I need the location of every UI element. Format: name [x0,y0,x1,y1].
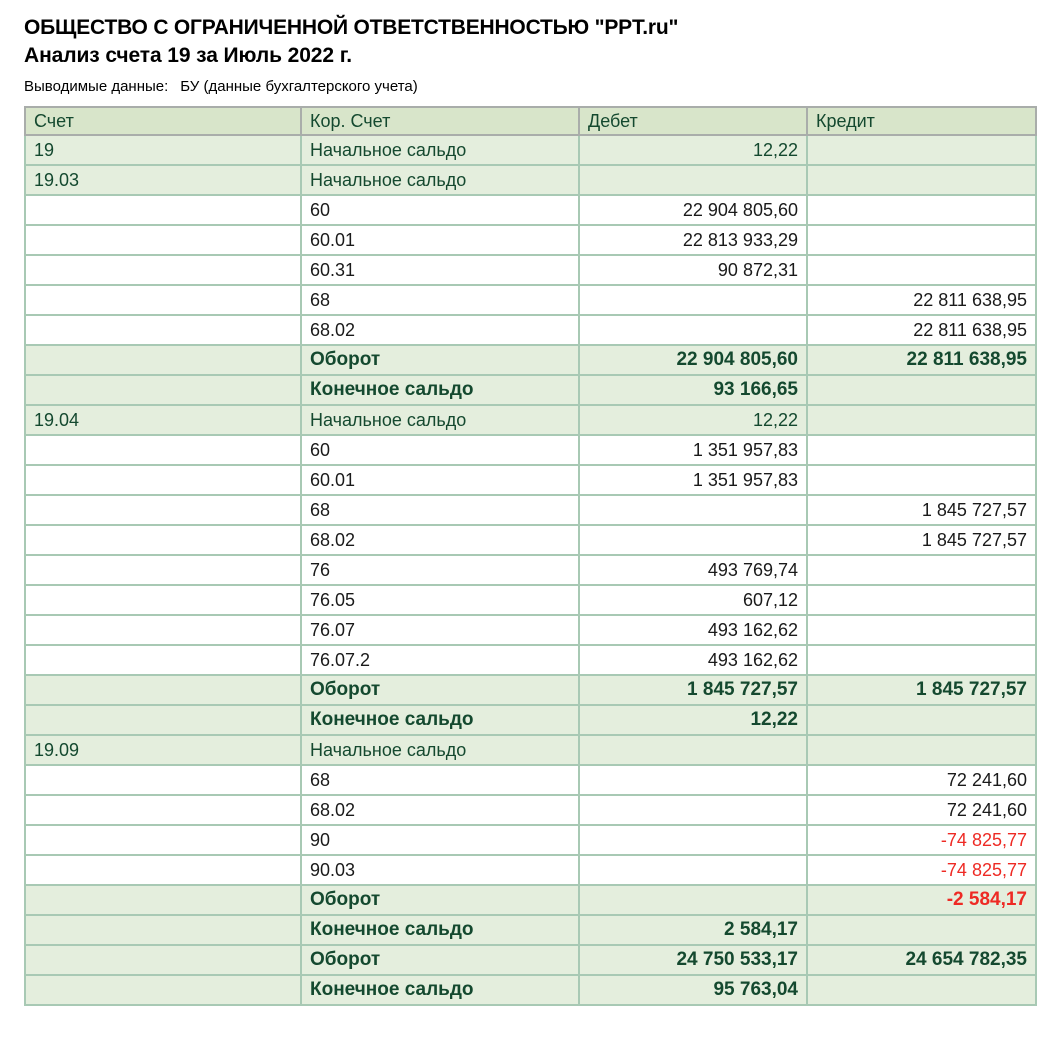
cell-acc [24,196,302,226]
table-row [24,466,1037,496]
table-row [24,616,1037,646]
cell-cor: 68 [302,286,580,316]
cell-acc [24,286,302,316]
cell-deb: 22 904 805,60 [580,346,808,376]
table-row [24,946,1037,976]
table-body [24,136,1037,1006]
cell-cre: 1 845 727,57 [808,496,1037,526]
cell-deb [580,766,808,796]
cell-cre: -2 584,17 [808,886,1037,916]
output-data-value: БУ (данные бухгалтерского учета) [180,78,418,95]
cell-cor: 68.02 [302,796,580,826]
table-row [24,526,1037,556]
table-row [24,406,1037,436]
cell-cor: 76 [302,556,580,586]
cell-cor: Начальное сальдо [302,136,580,166]
cell-acc [24,976,302,1006]
output-data-row [24,76,1061,98]
table-row [24,226,1037,256]
cell-deb [580,796,808,826]
cell-cor: Оборот [302,346,580,376]
cell-cor: Оборот [302,946,580,976]
table-row [24,916,1037,946]
cell-acc [24,646,302,676]
cell-cor: 76.07 [302,616,580,646]
cell-acc [24,886,302,916]
cell-cor: Конечное сальдо [302,706,580,736]
table-row [24,826,1037,856]
cell-cre: -74 825,77 [808,856,1037,886]
cell-acc [24,316,302,346]
cell-acc: 19 [24,136,302,166]
cell-cre [808,256,1037,286]
title-block [24,14,1061,70]
cell-deb: 12,22 [580,406,808,436]
cell-acc [24,526,302,556]
cell-cre: 72 241,60 [808,796,1037,826]
cell-acc [24,706,302,736]
cell-acc [24,376,302,406]
cell-acc: 19.03 [24,166,302,196]
cell-cre: 72 241,60 [808,766,1037,796]
cell-cre [808,406,1037,436]
cell-acc [24,856,302,886]
cell-cor: 90 [302,826,580,856]
cell-cre [808,436,1037,466]
cell-cor: 68 [302,766,580,796]
account-analysis-table [24,106,1037,1006]
cell-cor: 60 [302,196,580,226]
cell-cre [808,466,1037,496]
cell-deb: 22 904 805,60 [580,196,808,226]
cell-cre: 22 811 638,95 [808,286,1037,316]
cell-cre [808,706,1037,736]
table-row [24,286,1037,316]
table-row [24,736,1037,766]
cell-acc [24,796,302,826]
cell-deb: 1 351 957,83 [580,466,808,496]
cell-deb [580,166,808,196]
cell-cre [808,586,1037,616]
table-row [24,706,1037,736]
cell-deb: 12,22 [580,136,808,166]
cell-deb [580,856,808,886]
cell-cor: 60.01 [302,466,580,496]
cell-deb: 95 763,04 [580,976,808,1006]
cell-cor: Конечное сальдо [302,976,580,1006]
cell-cre: -74 825,77 [808,826,1037,856]
cell-acc [24,916,302,946]
table-row [24,976,1037,1006]
cell-deb: 1 845 727,57 [580,676,808,706]
table-row [24,196,1037,226]
cell-cre [808,646,1037,676]
cell-deb [580,886,808,916]
cell-deb [580,496,808,526]
cell-cre [808,136,1037,166]
cell-acc: 19.04 [24,406,302,436]
cell-cor: 60.31 [302,256,580,286]
cell-deb [580,526,808,556]
table-row [24,166,1037,196]
cell-acc [24,226,302,256]
cell-cor: 76.05 [302,586,580,616]
cell-cor: 68 [302,496,580,526]
cell-deb: 90 872,31 [580,256,808,286]
cell-cre [808,556,1037,586]
table-row [24,376,1037,406]
table-header [24,106,1037,136]
table-row [24,766,1037,796]
cell-cre: 22 811 638,95 [808,316,1037,346]
cell-cre [808,736,1037,766]
table-row [24,556,1037,586]
cell-cre: 1 845 727,57 [808,676,1037,706]
cell-cre: 1 845 727,57 [808,526,1037,556]
cell-deb: 493 769,74 [580,556,808,586]
cell-acc [24,676,302,706]
cell-acc: 19.09 [24,736,302,766]
cell-deb [580,286,808,316]
cell-cre: 24 654 782,35 [808,946,1037,976]
cell-deb: 1 351 957,83 [580,436,808,466]
cell-deb: 2 584,17 [580,916,808,946]
cell-cor: 60.01 [302,226,580,256]
cell-deb: 607,12 [580,586,808,616]
cell-cor: Конечное сальдо [302,916,580,946]
cell-acc [24,586,302,616]
cell-deb [580,826,808,856]
report-title: Анализ счета 19 за Июль 2022 г. [24,44,352,67]
account-analysis-table-wrapper [24,106,1037,1006]
table-row [24,796,1037,826]
cell-acc [24,766,302,796]
cell-cor: Оборот [302,676,580,706]
table-row [24,586,1037,616]
cell-deb: 24 750 533,17 [580,946,808,976]
table-row [24,676,1037,706]
header-row [24,106,1037,136]
column-header-credit: Кредит [808,106,1037,136]
organization-title: ОБЩЕСТВО С ОГРАНИЧЕННОЙ ОТВЕТСТВЕННОСТЬЮ "PPT.ru" [24,16,679,39]
cell-cor: Оборот [302,886,580,916]
cell-cor: 60 [302,436,580,466]
table-row [24,436,1037,466]
cell-deb: 493 162,62 [580,646,808,676]
cell-cor: 90.03 [302,856,580,886]
cell-deb: 22 813 933,29 [580,226,808,256]
cell-cre [808,616,1037,646]
cell-acc [24,256,302,286]
cell-cre [808,916,1037,946]
cell-cor: Начальное сальдо [302,166,580,196]
cell-deb: 12,22 [580,706,808,736]
cell-cre [808,376,1037,406]
cell-deb: 493 162,62 [580,616,808,646]
table-row [24,316,1037,346]
cell-acc [24,616,302,646]
cell-cor: 68.02 [302,316,580,346]
cell-cre [808,196,1037,226]
cell-acc [24,946,302,976]
table-row [24,886,1037,916]
cell-cor: Начальное сальдо [302,736,580,766]
table-row [24,256,1037,286]
cell-cre: 22 811 638,95 [808,346,1037,376]
cell-deb: 93 166,65 [580,376,808,406]
cell-acc [24,826,302,856]
cell-cor: Конечное сальдо [302,376,580,406]
cell-cre [808,226,1037,256]
cell-cor: 68.02 [302,526,580,556]
column-header-debit: Дебет [580,106,808,136]
cell-acc [24,436,302,466]
cell-deb [580,316,808,346]
cell-deb [580,736,808,766]
cell-acc [24,346,302,376]
cell-cor: 76.07.2 [302,646,580,676]
cell-acc [24,556,302,586]
table-row [24,346,1037,376]
cell-cor: Начальное сальдо [302,406,580,436]
column-header-account: Счет [24,106,302,136]
cell-acc [24,466,302,496]
table-row [24,646,1037,676]
column-header-cor-account: Кор. Счет [302,106,580,136]
table-row [24,856,1037,886]
table-row [24,496,1037,526]
table-row [24,136,1037,166]
cell-cre [808,976,1037,1006]
output-data-label: Выводимые данные: [24,78,169,95]
cell-acc [24,496,302,526]
cell-cre [808,166,1037,196]
